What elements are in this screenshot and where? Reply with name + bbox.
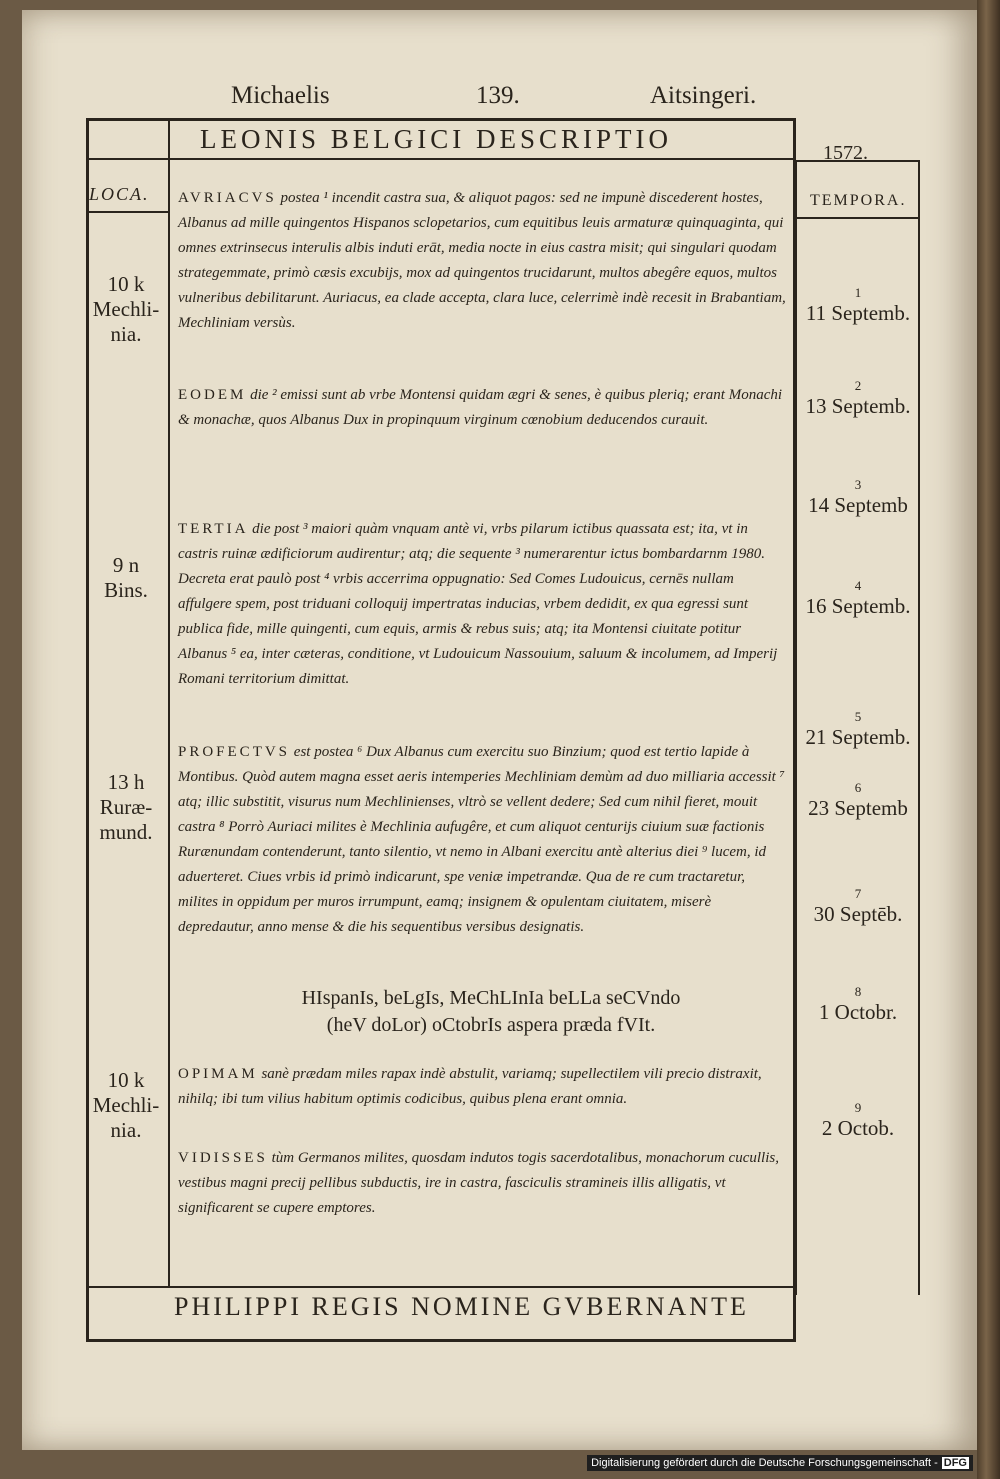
date-entry: 6 23 Septemb: [808, 780, 908, 820]
date-entry: 8 1 Octobr.: [818, 984, 898, 1024]
page-footer-title: PHILIPPI REGIS NOMINE GVBERNANTE: [174, 1292, 749, 1321]
digitization-credit: Digitalisierung gefördert durch die Deutsche Forschungsgemeinschaft - DFG: [587, 1455, 973, 1471]
running-head-surname: Aitsingeri.: [650, 82, 757, 109]
date-entry: 4 16 Septemb.: [805, 578, 911, 618]
date-entry: 9 2 Octob.: [821, 1100, 895, 1140]
date-entry: 3 14 Septemb: [808, 477, 908, 517]
location-bins: 9 n Bins.: [104, 553, 148, 603]
tempora-rule-right: [918, 160, 920, 1295]
book-edge: [977, 0, 1000, 1479]
paragraph-opimam: OPIMAM sanè prædam miles rapax indè abstulit, variamq; supellectilem vili precio distraxit, nihilq; ibi tum vilius habitum optimis codicibus, quibus plena erant omnia.: [178, 1066, 762, 1107]
page-title: LEONIS BELGICI DESCRIPTIO: [200, 124, 672, 154]
loca-header: LOCA.: [89, 184, 150, 204]
date-entry: 2 13 Septemb.: [805, 378, 911, 418]
left-column-rule: [168, 118, 170, 1288]
tempora-rule-left: [795, 160, 797, 1295]
paragraph-profectus: PROFECTVS est postea ⁶ Dux Albanus cum exercitu suo Binzium; quod est tertio lapide à Montibus. Quòd autem magna esset aeris intemperies Mechliniam demùm ad duo milliaria accessit ⁷ atq; illic substitit, visurus num Mechlinienses, vltrò se vellent dedere; Sed cum nihil fieret, mouit castra ⁸ Porrò Auriaci milites è Mechlinia aufugêre, et cum aliquot centurijs ciuium suæ factionis Rurænundam contenderunt, tanto silentio, vt nemo in Albani exercitu antè alterius diei ⁹ lucem, id aduerteret. Ciues vrbis id primò indicarunt, spe veniæ impetrandæ. Qua de re cum tractaretur, milites in oppidum per muros irrumpunt, eamq; insignem & opulentam ciuitatem, miserè depredautur, anno mense & die his sequentibus versibus designatis.: [178, 744, 785, 935]
location-ruraemund: 13 h Ruræ- mund.: [99, 770, 153, 845]
running-head-author: Michaelis: [231, 82, 330, 109]
paragraph-eodem: EODEM die ² emissi sunt ab vrbe Montensi quidam ægri & senes, è quibus pleriq; erant Monachi & monachæ, quos Albanus Dux in propinquum virginum cœnobium deducendos curauit.: [178, 387, 783, 428]
date-entry: 7 30 Septēb.: [813, 886, 903, 926]
tempora-header-rule: [797, 217, 918, 219]
paragraph-vidisses: VIDISSES tùm Germanos milites, quosdam indutos togis sacerdotalibus, monachorum cucullis, vestibus magni precij pellibus subductis, ire in castra, fasciculis stramineis illis alligatis, vt significarent se cupere emptores.: [178, 1150, 779, 1216]
loca-rule: [86, 211, 170, 213]
location-mechlinia-2: 10 k Mechli- nia.: [92, 1068, 160, 1143]
date-entry: 5 21 Septemb.: [805, 709, 911, 749]
paragraph-auriacus: AVRIACVS postea ¹ incendit castra sua, & aliquot pagos: sed ne impunè discederent hostes, Albanus ad mille quingentos Hispanos sclopetarios, cum equitibus leuis armaturæ quinquaginta, qui omnes extrinsecus interulis albis induti erāt, media nocte in eius castra misit; qui singulari quodam strategemmate, primò cæsis excubijs, mox ad quingentos trucidarunt, multos abegêre equos, multos vulneribus debilitarunt. Auriacus, ea clade accepta, clara luce, celerrimè indè recesit in Brabantiam, Mechliniam versùs.: [178, 190, 786, 331]
dfg-logo: DFG: [943, 1457, 967, 1469]
year-label: 1572.: [823, 142, 868, 164]
page-number: 139.: [476, 82, 520, 109]
chronogram-verse: HIspanIs, beLgIs, MeChLInIa beLLa seCVndo (heV doLor) oCtobrIs aspera præda fVIt.: [301, 987, 681, 1036]
bottom-rule: [86, 1286, 793, 1288]
title-rule: [86, 158, 793, 160]
location-mechlinia-1: 10 k Mechli- nia.: [92, 272, 160, 347]
date-entry: 1 11 Septemb.: [805, 285, 911, 325]
tempora-header: TEMPORA.: [810, 192, 907, 209]
paragraph-tertia: TERTIA die post ³ maiori quàm vnquam antè vi, vrbs pilarum ictibus quassata est; ita, vt in castris ruinæ ædificiorum audirentur; atq; die sequente ³ numerarentur ictus bombardarnm 1980. Decreta erat paulò post ⁴ vrbis accerrima oppugnatio: Sed Comes Ludouicus, cernēs nullam affulgere spem, post triduani colloquij impertratas inducias, vrbem dedidit, ex qua egressi sunt publica fide, mille quingenti, cum equis, armis & rebus suis; atq; ita Montensi ciuitate potitur Albanus ⁵ ea, inter cæteras, conditione, vt Ludouicum Nassouium, saluum & incolumem, ad Imperij Romani territorium dimittat.: [178, 521, 778, 687]
